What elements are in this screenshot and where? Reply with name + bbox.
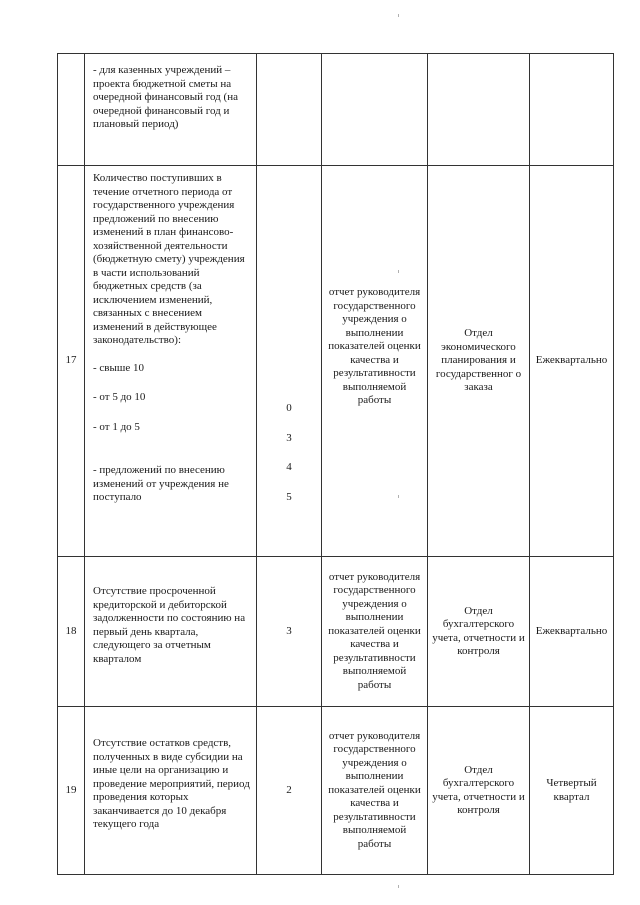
scan-artifact (398, 885, 399, 888)
source-cell (322, 54, 428, 166)
option-label: - предложений по внесению изменений от учреждения не поступало (93, 464, 229, 503)
scan-artifact (398, 14, 399, 17)
source-cell: отчет руководителя государственного учреждения о выполнении показателей оценки качества и результативности выполняемой работы (322, 557, 428, 707)
department-cell (428, 54, 530, 166)
option-points: 3 (286, 431, 292, 444)
frequency-cell (530, 54, 614, 166)
criterion-description (85, 54, 257, 166)
table-row (58, 166, 614, 557)
points-cell (257, 54, 322, 166)
frequency-cell: Четвертый квартал (530, 707, 614, 875)
option-label: - от 5 до 10 (93, 391, 146, 403)
option-points: 5 (286, 490, 292, 503)
points-cell: 2 (257, 707, 322, 875)
department-cell: Отдел бухгалтерского учета, отчетности и контроля (428, 707, 530, 875)
criterion-description (85, 166, 257, 557)
criterion-description (85, 557, 257, 707)
frequency-cell: Ежеквартально (530, 557, 614, 707)
table-row (58, 54, 614, 166)
option-points: 4 (286, 461, 292, 473)
criterion-text: Количество поступивших в течение отчетного периода от государственного учреждения предложений по внесению изменений в план финансово-хозяйственной деятельности (бюджетную смету) учреждения в части использований бюджетных средств (за исключением изменений, связанных с внесением изменений в действующее законодательство): (93, 172, 245, 346)
row-number: 19 (58, 707, 85, 875)
criterion-text: Отсутствие остатков средств, полученных в виде субсидии на иные цели на организацию и проведение мероприятий, период проведения которых заканчивается до 10 декабря текущего года (93, 737, 250, 830)
row-number (58, 54, 85, 166)
table-row (58, 557, 614, 707)
row-number: 17 (58, 166, 85, 557)
row-number: 18 (58, 557, 85, 707)
department-cell: Отдел бухгалтерского учета, отчетности и контроля (428, 557, 530, 707)
criteria-table (57, 53, 614, 875)
scan-artifact (398, 495, 399, 498)
option-label: - свыше 10 (93, 361, 144, 374)
table-row (58, 707, 614, 875)
criterion-text: Отсутствие просроченной кредиторской и дебиторской задолженности по состоянию на первый день квартала, следующего за отчетным кварталом (93, 585, 246, 665)
scan-artifact (398, 270, 399, 273)
option-label: - от 1 до 5 (93, 420, 140, 433)
source-cell: отчет руководителя государственного учреждения о выполнении показателей оценки качества и результативности выполняемой работы (322, 166, 428, 557)
criterion-text: - для казенных учреждений – проекта бюджетной сметы на очередной финансовый год (на очередной финансовый год и плановый период) (93, 64, 238, 130)
points-cell (257, 166, 322, 557)
source-cell: отчет руководителя государственного учреждения о выполнении показателей оценки качества и результативности выполняемой работы (322, 707, 428, 875)
criterion-description (85, 707, 257, 875)
option-points: 0 (286, 402, 292, 414)
points-cell: 3 (257, 557, 322, 707)
department-cell: Отдел экономического планирования и государственног о заказа (428, 166, 530, 557)
frequency-cell: Ежеквартально (530, 166, 614, 557)
